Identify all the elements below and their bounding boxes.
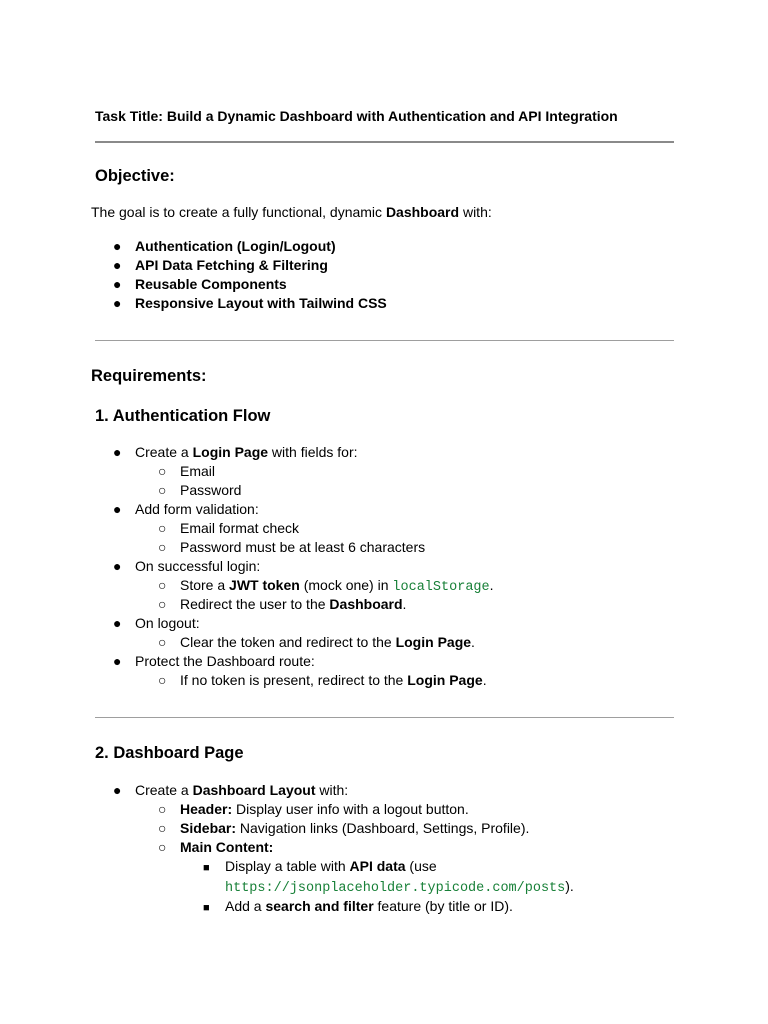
auth-flow-list <box>113 443 494 690</box>
auth-flow-heading: 1. Authentication Flow <box>95 407 271 425</box>
disc-bullet-icon: ● <box>113 501 122 517</box>
list-item-bold: Dashboard <box>329 596 403 612</box>
list-item <box>113 538 494 557</box>
list-item <box>113 614 494 633</box>
list-item-text: Navigation links (Dashboard, Settings, Profile). <box>236 820 530 836</box>
list-item-bold: Dashboard Layout <box>192 782 316 798</box>
list-item <box>113 275 387 294</box>
list-item-text: . <box>489 577 494 593</box>
list-item-text: Create a <box>135 782 193 798</box>
list-item <box>113 671 494 690</box>
list-item-bold: Login Page <box>192 444 269 460</box>
list-item <box>113 443 494 462</box>
intro-bold: Dashboard <box>385 204 460 220</box>
list-item-text: Protect the Dashboard route: <box>135 653 315 669</box>
list-item-text: Responsive Layout with Tailwind CSS <box>135 295 387 311</box>
list-item-text: API Data Fetching & Filtering <box>135 257 328 273</box>
list-item-text: ). <box>565 878 574 894</box>
list-item <box>113 481 494 500</box>
circle-bullet-icon: ○ <box>158 596 167 612</box>
disc-bullet-icon: ● <box>113 653 122 669</box>
list-item-text: feature (by title or ID). <box>373 898 513 914</box>
dashboard-list <box>113 781 574 916</box>
disc-bullet-icon: ● <box>113 257 122 273</box>
disc-bullet-icon: ● <box>113 238 122 254</box>
circle-bullet-icon: ○ <box>158 482 167 498</box>
list-item-text: . <box>402 596 407 612</box>
list-item-continuation <box>113 876 574 897</box>
disc-bullet-icon: ● <box>113 444 122 460</box>
list-item <box>113 557 494 576</box>
list-item-text: Display user info with a logout button. <box>232 801 469 817</box>
list-item <box>113 500 494 519</box>
list-item <box>113 519 494 538</box>
list-item-text: Redirect the user to the <box>180 596 330 612</box>
list-item-bold: Sidebar: <box>180 820 237 836</box>
list-item-bold: JWT token <box>229 577 300 593</box>
objective-heading: Objective: <box>95 167 175 185</box>
list-item-text: Email <box>180 463 216 479</box>
list-item-text: Clear the token and redirect to the <box>180 634 396 650</box>
list-item-bold: API data <box>349 858 406 874</box>
list-item-text: Password must be at least 6 characters <box>180 539 426 555</box>
list-item-bold: Login Page <box>395 634 472 650</box>
list-item-text: . <box>471 634 475 650</box>
circle-bullet-icon: ○ <box>158 672 167 688</box>
square-bullet-icon: ■ <box>203 862 210 874</box>
task-title: Task Title: Build a Dynamic Dashboard with Authentication and API Integration <box>95 108 618 124</box>
objective-list <box>113 237 387 313</box>
objective-intro <box>91 204 492 220</box>
circle-bullet-icon: ○ <box>158 820 167 836</box>
list-item-text: . <box>482 672 487 688</box>
list-item-text: Reusable Components <box>135 276 287 292</box>
disc-bullet-icon: ● <box>113 782 122 798</box>
inline-code-url: https://jsonplaceholder.typicode.com/posts <box>225 881 566 896</box>
inline-code: localStorage <box>392 580 490 595</box>
disc-bullet-icon: ● <box>113 276 122 292</box>
list-item <box>113 462 494 481</box>
list-item-text: Add form validation: <box>135 501 259 517</box>
list-item-bold: Header: <box>180 801 233 817</box>
circle-bullet-icon: ○ <box>158 801 167 817</box>
list-item-text: On logout: <box>135 615 200 631</box>
list-item <box>113 800 574 819</box>
divider <box>95 340 674 341</box>
disc-bullet-icon: ● <box>113 615 122 631</box>
list-item-text: Password <box>180 482 242 498</box>
disc-bullet-icon: ● <box>113 295 122 311</box>
list-item <box>113 652 494 671</box>
list-item-text: On successful login: <box>135 558 261 574</box>
circle-bullet-icon: ○ <box>158 520 167 536</box>
list-item <box>113 237 387 256</box>
divider <box>95 717 674 718</box>
list-item-text: (mock one) in <box>299 577 393 593</box>
requirements-heading: Requirements: <box>91 367 207 385</box>
circle-bullet-icon: ○ <box>158 539 167 555</box>
list-item-text: Authentication (Login/Logout) <box>135 238 336 254</box>
list-item <box>113 256 387 275</box>
list-item <box>113 294 387 313</box>
list-item-bold: Login Page <box>407 672 483 688</box>
list-item-text: Display a table with <box>225 858 350 874</box>
list-item-text: If no token is present, redirect to the <box>180 672 408 688</box>
list-item-text: with: <box>315 782 349 798</box>
dashboard-page-heading: 2. Dashboard Page <box>95 744 244 762</box>
circle-bullet-icon: ○ <box>158 577 167 593</box>
list-item-text: (use <box>405 858 437 874</box>
list-item-text: Store a <box>180 577 230 593</box>
circle-bullet-icon: ○ <box>158 463 167 479</box>
square-bullet-icon: ■ <box>203 902 210 914</box>
list-item-text: with fields for: <box>268 444 358 460</box>
list-item <box>113 897 574 916</box>
list-item-text: Email format check <box>180 520 300 536</box>
list-item-bold: Main Content: <box>180 839 274 855</box>
intro-text: The goal is to create a fully functional, dynamic <box>91 204 386 220</box>
divider <box>95 141 674 143</box>
list-item <box>113 857 574 876</box>
circle-bullet-icon: ○ <box>158 634 167 650</box>
list-item <box>113 781 574 800</box>
list-item <box>113 576 494 595</box>
list-item <box>113 595 494 614</box>
list-item-text: Add a <box>225 898 266 914</box>
list-item-bold: search and filter <box>265 898 374 914</box>
list-item <box>113 819 574 838</box>
intro-text-end: with: <box>459 204 492 220</box>
circle-bullet-icon: ○ <box>158 839 167 855</box>
disc-bullet-icon: ● <box>113 558 122 574</box>
list-item <box>113 633 494 652</box>
list-item-text: Create a <box>135 444 193 460</box>
list-item <box>113 838 574 857</box>
